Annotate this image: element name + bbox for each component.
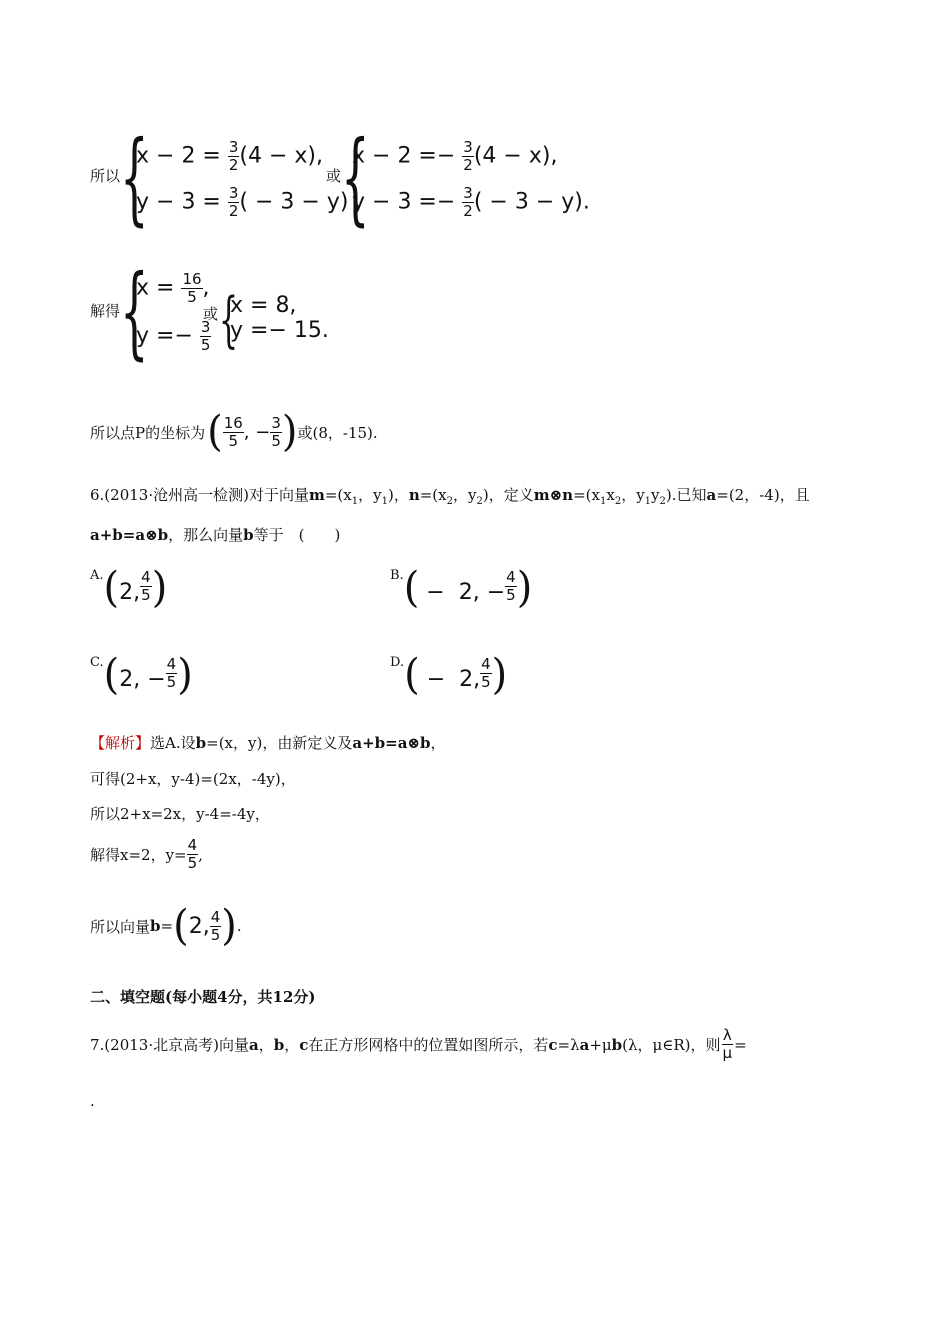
system2-eq3: x = 8, — [230, 293, 297, 318]
system2-eq4: y =− 15. — [230, 318, 329, 343]
system1-eq3: x − 2 =− $\frac{3}{2}$ (4 − x), — [352, 138, 558, 174]
system1-prefix: 所以 — [90, 167, 121, 185]
option-c[interactable]: C. ( 2, − $\frac{4}{5}$ ) — [90, 650, 193, 700]
solution-line4: 解得x=2，y= $\frac{4}{5}$ , — [90, 836, 203, 872]
system2-eq1: x = $\frac{16}{5}$ , — [136, 270, 210, 306]
system1-eq2: y − 3 = $\frac{3}{2}$ ( − 3 − y) — [136, 184, 349, 220]
solution-line2: 可得(2+x，y-4)=(2x，-4y)， — [90, 770, 296, 788]
solution-line3: 所以2+x=2x，y-4=-4y， — [90, 805, 270, 823]
q6-line2: a+b=a⊗b，那么向量b等于 ( ) — [90, 526, 341, 544]
section-title: 二、填空题(每小题4分，共12分) — [90, 988, 316, 1006]
system2-or: 或 — [203, 305, 219, 323]
system2-eq2: y =− $\frac{3}{5}$ — [136, 318, 211, 354]
solution-line1: 【解析】选A.设b=(x，y)，由新定义及a+b=a⊗b， — [90, 734, 446, 752]
system1-eq1: x − 2 = $\frac{3}{2}$ (4 − x), — [136, 138, 324, 174]
left-brace: { — [120, 119, 149, 236]
point-line: 所以点P的坐标为 ( $\frac{16}{5}$ , − $\frac{3}{5}$ ) 或(8，-15). — [90, 407, 378, 457]
left-brace: { — [341, 119, 370, 236]
q7-line1: 7.(2013·北京高考)向量 a ， b ， c 在正方形网格中的位置如图所示，若 c =λ a +μ b (λ，μ∈R)，则 $\frac{\lambda}{\mu}$ = — [90, 1026, 747, 1062]
q7-blank-line: . — [90, 1092, 95, 1110]
solution-line5: 所以向量 b = ( 2, $\frac{4}{5}$ ) . — [90, 901, 242, 951]
option-a[interactable]: A. ( 2, $\frac{4}{5}$ ) — [90, 563, 168, 613]
system1-or: 或 — [326, 167, 342, 185]
option-b[interactable]: B. ( − 2, − $\frac{4}{5}$ ) — [390, 563, 533, 613]
left-brace: { — [219, 285, 239, 355]
left-brace: { — [120, 253, 149, 370]
system2-prefix: 解得 — [90, 302, 121, 320]
option-d[interactable]: D. ( − 2, $\frac{4}{5}$ ) — [390, 650, 508, 700]
system1-eq4: y − 3 =− $\frac{3}{2}$ ( − 3 − y). — [352, 184, 590, 220]
q6-line1: 6.(2013·沧州高一检测)对于向量$m=(x_1$，$y_1$)，$n=(x_2$，$y_2$)，定义$m\otimes n=(x_1x_2$，$y_1y_2$).已知a=(2，-4)，且 — [90, 486, 810, 507]
